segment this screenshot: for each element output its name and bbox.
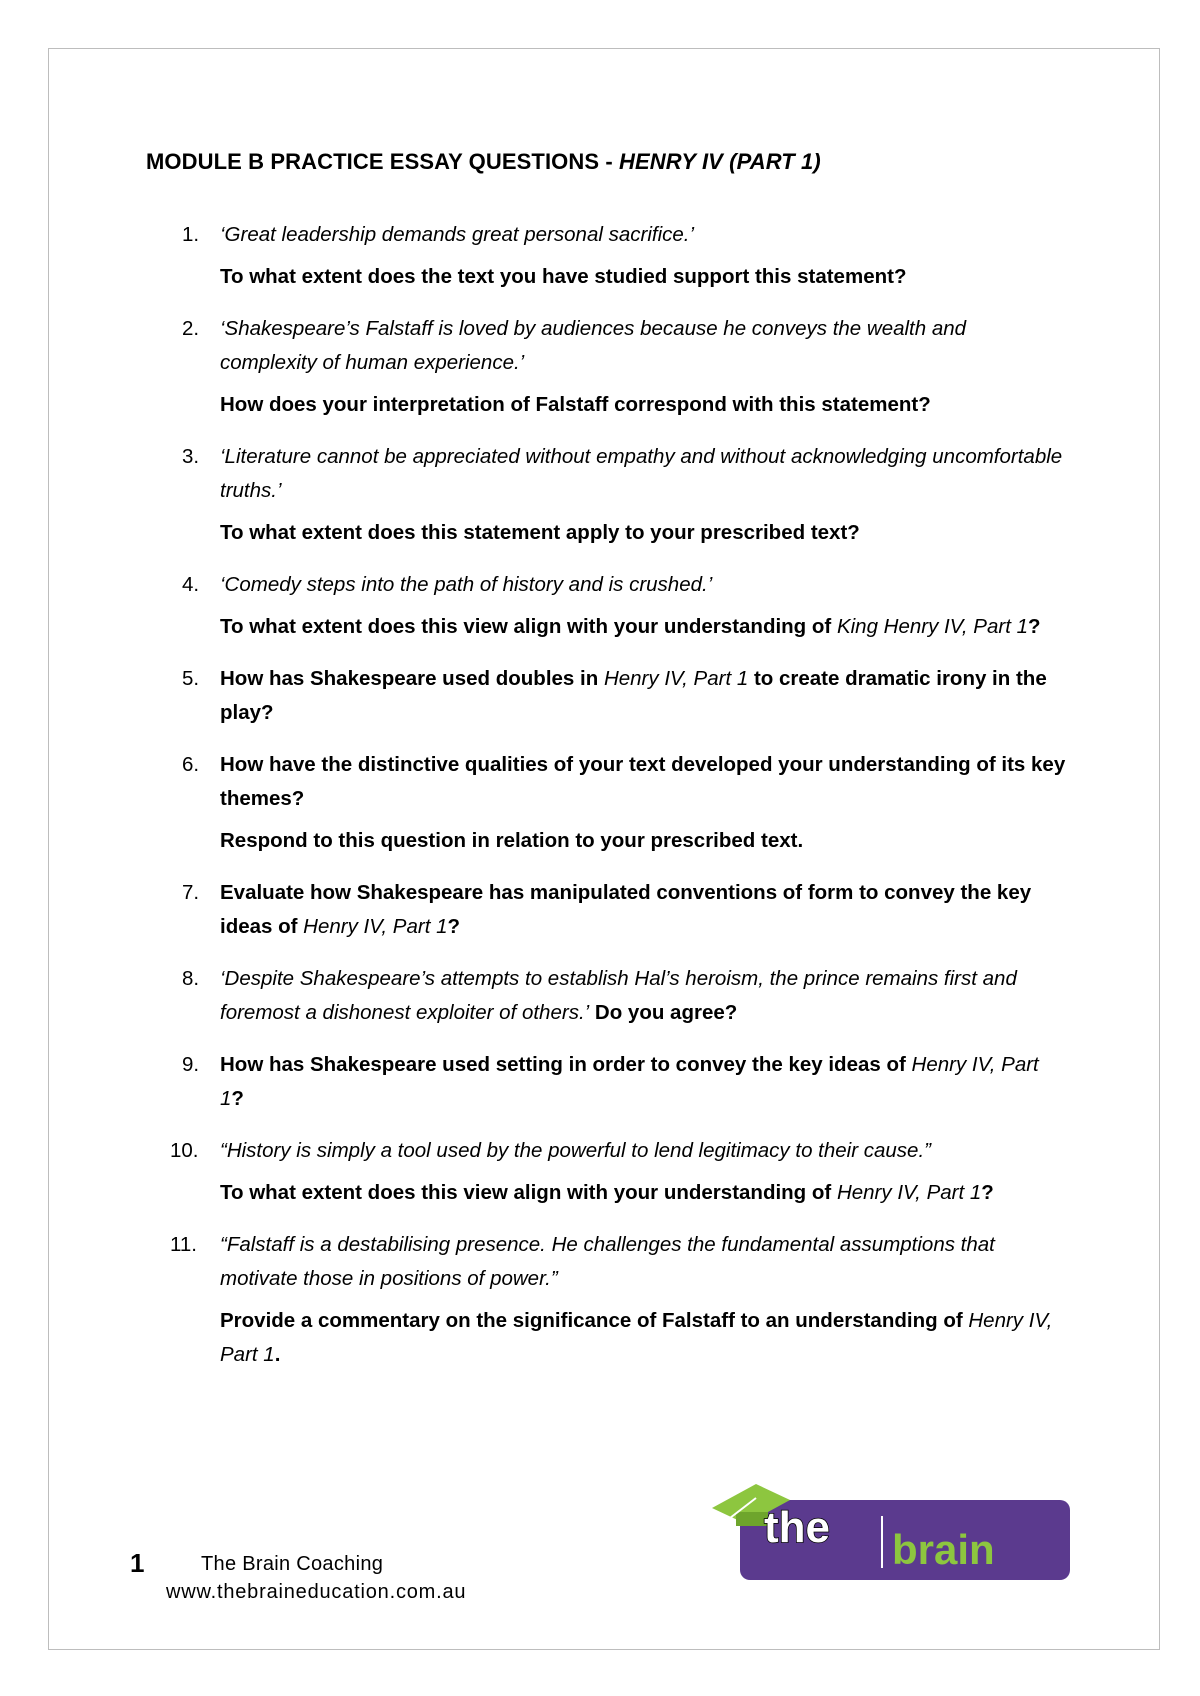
- play-title: Henry IV, Part 1: [220, 1309, 1053, 1366]
- prompt-text: How has Shakespeare used setting in order to convey the key ideas of: [220, 1053, 912, 1076]
- question-number: 1.: [182, 223, 200, 246]
- play-title: Henry IV, Part 1: [603, 667, 749, 690]
- logo-word-the: the: [764, 1503, 830, 1552]
- question-quote: ‘Comedy steps into the path of history and is crushed.’: [220, 573, 713, 596]
- question-number: 10.: [170, 1139, 199, 1162]
- question-1: [146, 218, 1066, 294]
- prompt-text: Provide a commentary on the significance of Falstaff to an understanding of: [220, 1309, 969, 1332]
- question-6: [146, 748, 1066, 858]
- quote-text: ‘Despite Shakespeare’s attempts to establish Hal’s heroism, the prince remains first and foremost a dishonest exploiter of others.’: [220, 967, 1017, 1024]
- title-italic: HENRY IV (PART 1): [619, 149, 821, 174]
- play-title: Henry IV, Part 1: [303, 915, 448, 938]
- question-number: 9.: [182, 1053, 200, 1076]
- prompt-text: To what extent does this view align with your understanding of: [220, 615, 837, 638]
- page-title: [146, 149, 821, 175]
- prompt-text: .: [274, 1343, 281, 1366]
- question-number: 5.: [182, 667, 200, 690]
- question-quote: [220, 962, 1066, 1030]
- question-3: [146, 440, 1066, 550]
- footer-org: The Brain Coaching: [201, 1553, 384, 1575]
- question-number: 3.: [182, 445, 200, 468]
- question-quote: ‘Great leadership demands great personal sacrifice.’: [220, 223, 695, 246]
- question-2: [146, 312, 1066, 422]
- question-number: 2.: [182, 317, 200, 340]
- question-quote: “History is simply a tool used by the powerful to lend legitimacy to their cause.”: [220, 1139, 931, 1162]
- question-4: [146, 568, 1066, 644]
- prompt-text: ?: [981, 1181, 994, 1204]
- prompt-text: ?: [231, 1087, 244, 1110]
- play-title: Henry IV, Part 1: [836, 1181, 982, 1204]
- prompt-text: to create dramatic irony in the play?: [220, 667, 1047, 724]
- logo-word-brain: brain: [892, 1526, 995, 1573]
- question-prompt: How does your interpretation of Falstaff correspond with this statement?: [220, 393, 931, 416]
- question-prompt: [220, 662, 1066, 730]
- prompt-text: To what extent does this view align with your understanding of: [220, 1181, 837, 1204]
- brand-logo: [712, 1478, 1072, 1584]
- question-prompt: How have the distinctive qualities of your text developed your understanding of its key themes?: [220, 753, 1066, 810]
- question-number: 8.: [182, 967, 200, 990]
- question-11: [146, 1228, 1066, 1372]
- question-prompt: [220, 610, 1066, 644]
- question-list: [146, 218, 1066, 1372]
- question-5: [146, 662, 1066, 730]
- question-quote: ‘Literature cannot be appreciated without empathy and without acknowledging uncomfortable truths.’: [220, 445, 1063, 502]
- play-title: Henry IV, Part 1: [220, 1053, 1039, 1110]
- question-prompt: [220, 1048, 1066, 1116]
- question-prompt: [220, 1304, 1066, 1372]
- prompt-text: How has Shakespeare used doubles in: [220, 667, 604, 690]
- question-number: 11.: [170, 1233, 197, 1256]
- question-quote: ‘Shakespeare’s Falstaff is loved by audiences because he conveys the wealth and complexity of human experience.’: [220, 317, 967, 374]
- prompt-text: ?: [447, 915, 461, 938]
- question-prompt: To what extent does this statement apply to your prescribed text?: [220, 521, 860, 544]
- prompt-text: Evaluate how Shakespeare has manipulated conventions of form to convey the key ideas of: [220, 881, 1032, 938]
- footer-url: www.thebraineducation.com.au: [166, 1581, 467, 1603]
- question-number: 7.: [182, 881, 200, 904]
- question-8: [146, 962, 1066, 1030]
- question-prompt: [220, 876, 1066, 944]
- question-prompt: [220, 1176, 1066, 1210]
- question-prompt-2: Respond to this question in relation to your prescribed text.: [220, 829, 804, 852]
- question-7: [146, 876, 1066, 944]
- question-9: [146, 1048, 1066, 1116]
- question-prompt: To what extent does the text you have studied support this statement?: [220, 265, 907, 288]
- title-main: MODULE B PRACTICE ESSAY QUESTIONS -: [146, 149, 620, 174]
- question-quote: “Falstaff is a destabilising presence. He challenges the fundamental assumptions that motivate those in positions of power.”: [220, 1233, 995, 1290]
- quote-tail: Do you agree?: [589, 1001, 738, 1024]
- question-number: 4.: [182, 573, 200, 596]
- question-number: 6.: [182, 753, 200, 776]
- question-10: [146, 1134, 1066, 1210]
- prompt-text: ?: [1028, 615, 1041, 638]
- play-title: King Henry IV, Part 1: [836, 615, 1028, 638]
- page-number: 1: [130, 1548, 145, 1578]
